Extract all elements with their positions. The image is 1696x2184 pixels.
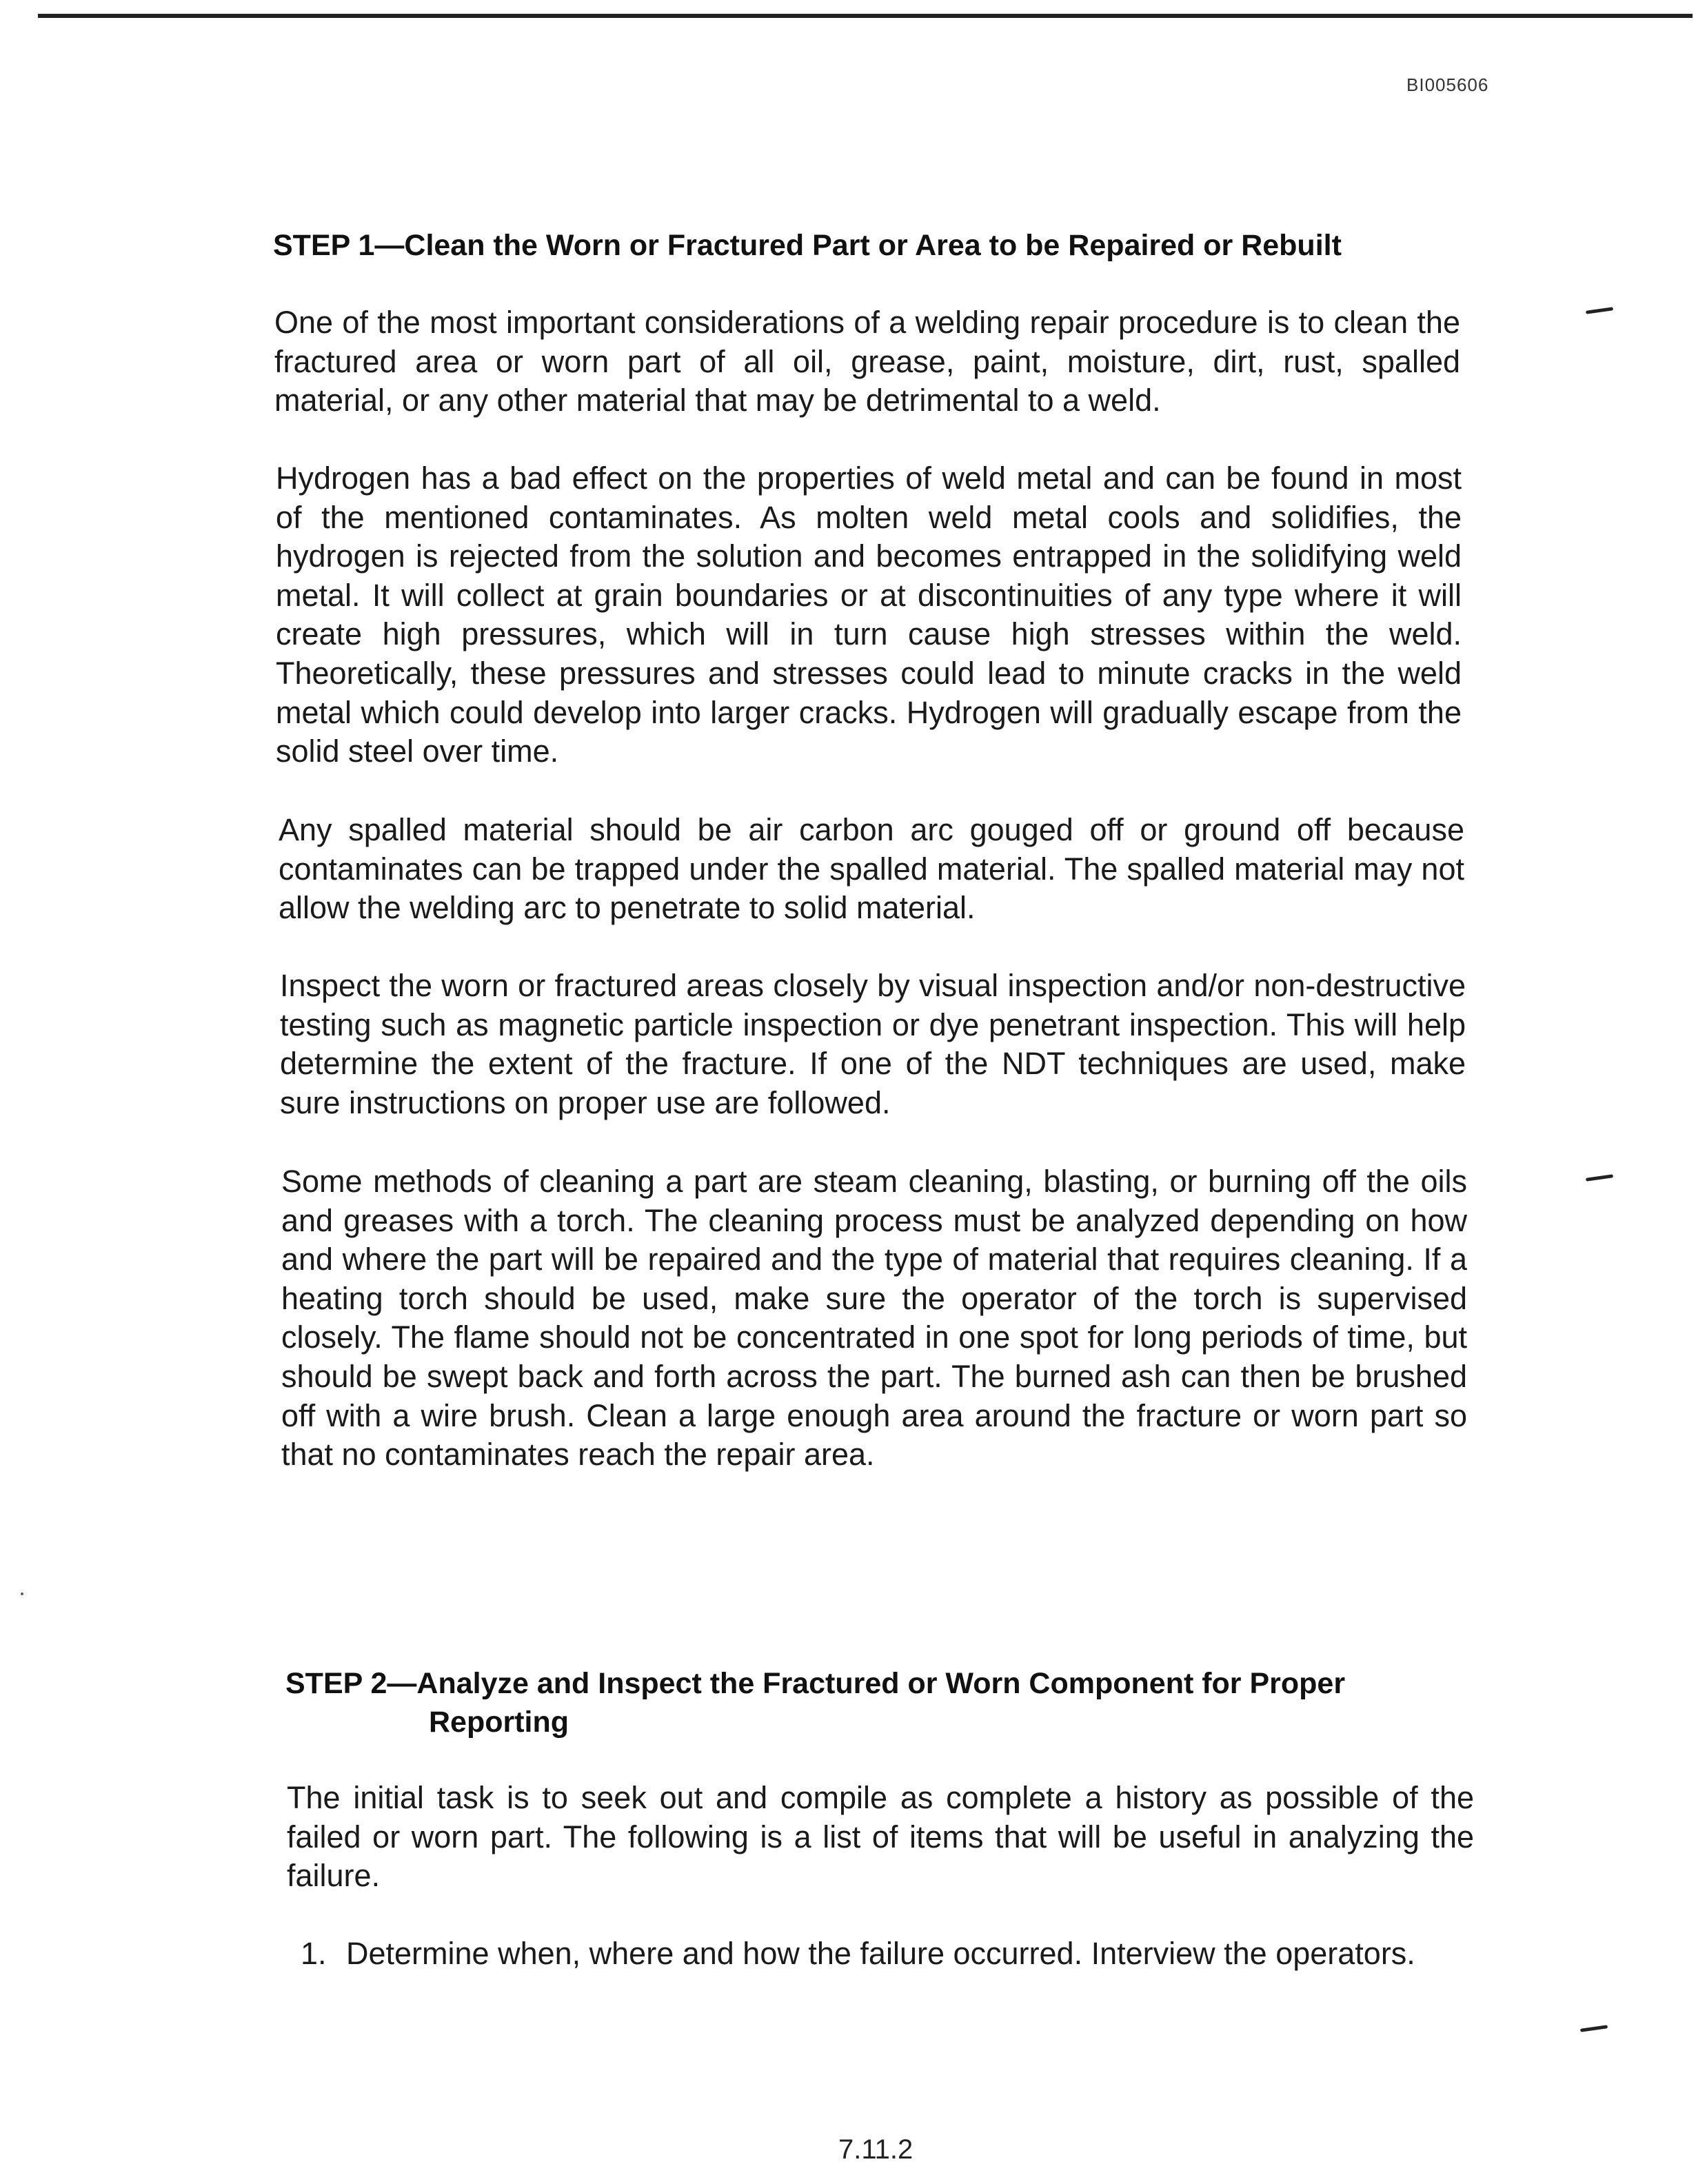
- document-id: BI005606: [1406, 74, 1489, 95]
- list-item-number: 1.: [301, 1936, 327, 1971]
- step-1-paragraph-1: One of the most important considerations of a welding repair procedure is to clean the fractured area or worn part of all oil, grease, paint, moisture, dirt, rust, spalled material, or any other material that may be detrimental to a weld.: [274, 305, 1460, 418]
- step-2-paragraph: The initial task is to seek out and compile as complete a history as possible of the failed or worn part. The following is a list of items that will be useful in analyzing the failure.: [287, 1780, 1474, 1894]
- page-number: 7.11.2: [838, 2134, 913, 2165]
- list-item: [301, 1934, 1474, 1974]
- step-1-heading: STEP 1—Clean the Worn or Fractured Part or Area to be Repaired or Rebuilt: [273, 229, 1342, 262]
- top-rule: [38, 14, 1693, 18]
- step-2-heading-line-2: Reporting: [429, 1706, 569, 1739]
- margin-change-mark: [1586, 1174, 1613, 1182]
- margin-change-mark: [1580, 2025, 1608, 2032]
- step-1-paragraph-4: Inspect the worn or fractured areas closely by visual inspection and/or non-destructive testing such as magnetic particle inspection or dye penetrant inspection. This will help determine the extent of the fracture. If one of the NDT techniques are used, make sure instructions on proper use are followed.: [280, 968, 1466, 1120]
- margin-change-mark: [1586, 307, 1613, 314]
- step-2-heading-line-1: STEP 2—Analyze and Inspect the Fractured or Worn Component for Proper: [285, 1667, 1346, 1700]
- list-item-text: Determine when, where and how the failure occurred. Interview the operators.: [346, 1936, 1415, 1971]
- step-1-paragraph-2: Hydrogen has a bad effect on the properties of weld metal and can be found in most of the mentioned contaminates. As molten weld metal cools and solidifies, the hydrogen is rejected from the solution and becomes entrapped in the solidifying weld metal. It will collect at grain boundaries or at discontinuities of any type where it will create high pressures, which will in turn cause high stresses within the weld. Theoretically, these pressures and stresses could lead to minute cracks in the weld metal which could develop into larger cracks. Hydrogen will gradually escape from the solid steel over time.: [276, 461, 1462, 769]
- step-2-heading: [285, 1664, 1485, 1741]
- scan-speck: [21, 1593, 23, 1595]
- step-1-paragraph-5: Some methods of cleaning a part are steam cleaning, blasting, or burning off the oils and greases with a torch. The cleaning process must be analyzed depending on how and where the part will be repaired and the type of material that requires cleaning. If a heating torch should be used, make sure the operator of the torch is supervised closely. The flame should not be concentrated in one spot for long periods of time, but should be swept back and forth across the part. The burned ash can then be brushed off with a wire brush. Clean a large enough area around the fracture or worn part so that no contaminates reach the repair area.: [281, 1164, 1467, 1473]
- step-1-paragraph-3: Any spalled material should be air carbon arc gouged off or ground off because contaminates can be trapped under the spalled material. The spalled material may not allow the welding arc to penetrate to solid material.: [279, 812, 1464, 926]
